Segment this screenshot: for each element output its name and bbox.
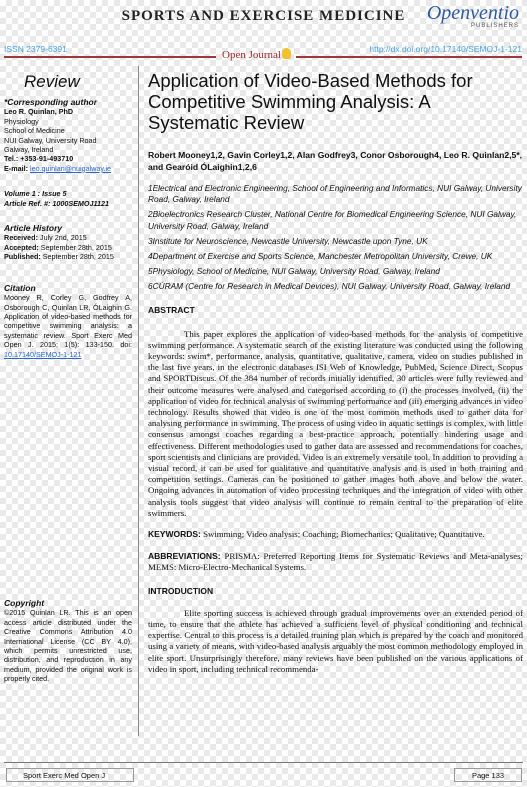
sidebar-divider [138, 66, 139, 736]
citation-doi-link[interactable]: 10.17140/SEMOJ-1-121 [4, 349, 82, 359]
abbreviations-text: PRISMA: Preferred Reporting Items for Systematic Reviews and Meta-analyses; MEMS: Micro-Electro-Mechanical Systems. [148, 550, 523, 573]
affiliation: 5Physiology, School of Medicine, NUI Galway, University Road, Galway, Ireland [148, 266, 440, 277]
affiliation: 2Bioelectronics Research Cluster, National Centre for Biomedical Engineering Science, NUI Galway, University Road, Galway, Ireland [148, 209, 517, 231]
lightbulb-icon [282, 48, 291, 59]
published-row [4, 252, 132, 261]
article-title: Application of Video-Based Methods for Competitive Swimming Analysis: A Systematic Review [148, 70, 473, 133]
affiliation: 1Electrical and Electronic Engineering, School of Engineering and Informatics, NUI Galway, University Road, Galway, Ireland [148, 183, 522, 205]
corresponding-author-email-row [4, 164, 132, 173]
accepted-label: Accepted: [4, 242, 39, 252]
citation-text: Mooney R, Corley G, Godfrey A, Osborough C, Quinlan LR, ÓLaighin G. Application of video-based methods for competitive swimming analysis: a systematic review. Sport Exerc Med Open J. 2015; 1(5): 133-150. doi: [4, 293, 132, 350]
published-label: Published: [4, 252, 41, 262]
received-label: Received: [4, 233, 38, 243]
corresponding-author-heading: *Corresponding author [4, 97, 98, 107]
corresponding-author-name: Leo R. Quinlan, PhD [4, 107, 74, 117]
received-date: July 2nd, 2015 [39, 233, 87, 243]
doi-link[interactable]: http://dx.doi.org/10.17140/SEMOJ-1-121 [369, 44, 522, 54]
article-ref: Article Ref. #: 1000SEMOJ1121 [4, 198, 109, 208]
publisher-logo [427, 3, 519, 29]
published-date: September 28th, 2015 [42, 252, 114, 262]
corresponding-author-dept: Physiology [4, 116, 39, 126]
accepted-date: September 28th, 2015 [40, 242, 112, 252]
article-history-heading: Article History [4, 223, 63, 234]
corresponding-author-school: School of Medicine [4, 126, 65, 136]
introduction-text: Elite sporting success is achieved through gradual improvements over an extended period of time, to ensure that the athlete has achieved a sufficient level of physical conditioning and technical expertise. Central to this process is a detailed training plan which is prepared by the coach and monitored using a variety of means, with video-based analysis arguably the most common methodology employed in elite sport. Unsurprisingly therefore, many reviews have been published on the various applications of video in sport, including technical recommenda- [148, 607, 523, 674]
open-journal-label: Open Journal [222, 49, 281, 61]
received-row [4, 233, 132, 242]
header-divider-left [4, 56, 216, 58]
abbreviations-label: ABBREVIATIONS: [148, 550, 221, 561]
article-type-label: Review [24, 72, 80, 91]
footer-page-number: Page 133 [454, 768, 522, 782]
corresponding-author-institution: NUI Galway, University Road [4, 135, 97, 145]
introduction-heading: INTRODUCTION [148, 585, 214, 596]
footer-divider [4, 762, 523, 763]
author-list: Robert Mooney1,2, Gavin Corley1,2, Alan Godfrey3, Conor Osborough4, Leo R. Quinlan2,5*, and Gearóid ÓLaighin1,2,6 [148, 150, 523, 172]
corresponding-author-city: Galway, Ireland [4, 145, 54, 155]
main-content [148, 70, 523, 675]
corresponding-author-tel: Tel.: +353-91-493710 [4, 154, 74, 164]
affiliation: 4Department of Exercise and Sports Science, Manchester Metropolitan University, Crewe, UK [148, 251, 493, 262]
issn: ISSN 2379-6391 [4, 44, 67, 54]
volume-issue: Volume 1 : Issue 5 [4, 189, 67, 199]
footer-journal-abbrev: Sport Exerc Med Open J [6, 768, 134, 782]
affiliation: 6CÚRAM (Centre for Research in Medical Devices), NUI Galway, University Road, Galway, Ireland [148, 281, 511, 292]
open-journal-badge [222, 48, 291, 61]
email-label: E-mail: [4, 163, 28, 173]
sidebar [4, 98, 132, 684]
abstract-text: This paper explores the application of video-based methods for the analysis of competitive swimming performance. A systematic search of the existing literature was conducted using the following keywords: swim*, performance, analysis, quantitative, qualitative, camera, video on studies published in the last five years, in the electronic databases ISI Web of Knowledge, PubMed, Science Direct, Scopus and SPORTDiscus. Of the 384 number of records initially identified, 30 articles were fully reviewed and their outcome measures were analysed and categorised according to (i) the processes involved, (ii) the application of video for technical analysis of swimming performance and (iii) emerging advances in video technology. Results showed that video is one of the most common methods used to gather data for analysing performance in swimming. The process of using video in aquatic settings is complex, with little consensus amongst coaches regarding a best-practice approach, potentially hindering usage and effectiveness. Different methodologies used to gather data are assessed and recommendations for coaches, sport scientists and clinicians are provided. Video is an extremely versatile tool. In addition to providing a visual record, it can be used for qualitative and quantitative analysis and is used in both training and competition settings. Cameras can be positioned to gather images both above and below the water. Ongoing advances in automation of video processing techniques and the integration of video with other analysis tools suggest that video analysis will continue to remain central to the preparation of elite swimmers. [148, 328, 523, 518]
keywords-label: KEYWORDS: [148, 529, 201, 540]
journal-title: SPORTS AND EXERCISE MEDICINE [121, 8, 406, 24]
copyright-text: ©2015 Quinlan LR. This is an open access article distributed under the Creative Commons Attribution 4.0 International License (CC BY 4.0), which permits unrestricted use, distribution, and reproduction in any medium, provided the original work is properly cited. [4, 608, 132, 684]
copyright-heading: Copyright [4, 597, 45, 608]
affiliation: 3Institute for Neuroscience, Newcastle University, Newcastle upon Tyne, UK [148, 235, 428, 246]
abbreviations [148, 551, 523, 574]
email-link[interactable]: leo.quinlan@nuigalway.ie [29, 163, 112, 173]
affiliations [148, 183, 523, 293]
citation-block [4, 293, 132, 359]
publisher-logo-subtext: PUBLISHERS [470, 23, 519, 29]
header-divider-right [296, 56, 522, 58]
publisher-logo-text: Openventio [426, 2, 519, 24]
accepted-row [4, 243, 132, 252]
abstract-heading: ABSTRACT [148, 304, 195, 315]
citation-heading: Citation [4, 282, 36, 293]
keywords-text: Swimming; Video analysis; Coaching; Biomechanics; Qualitative; Quantitative. [203, 529, 485, 540]
keywords [148, 529, 523, 541]
